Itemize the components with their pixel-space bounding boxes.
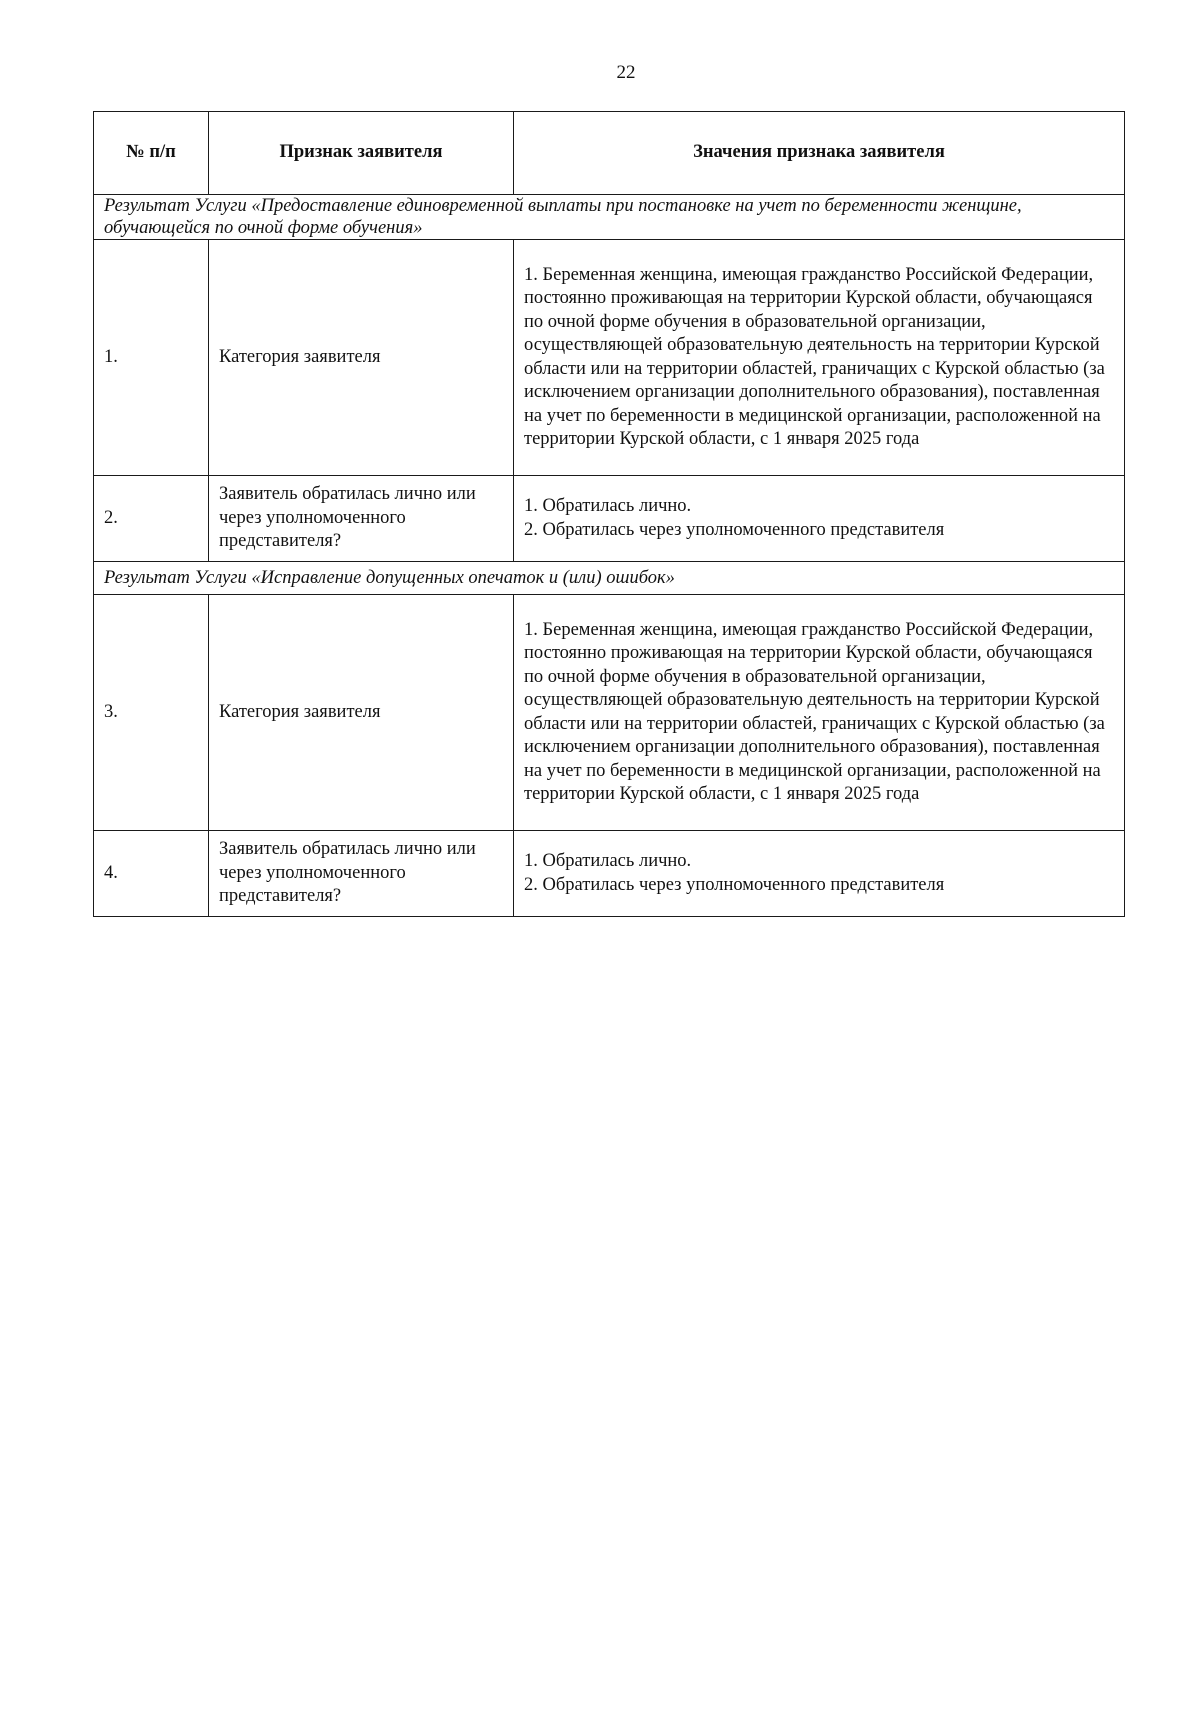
header-attribute: Признак заявителя	[209, 112, 514, 195]
row-number: 3.	[94, 595, 209, 831]
value-option: 1. Обратилась лично.	[524, 496, 692, 516]
values-cell: 1. Беременная женщина, имеющая гражданство Российской Федерации, постоянно проживающая на территории Курской области, обучающаяся по очной форме обучения в образовательной организации, осуществляющей образовательную деятельность на территории Курской области или на территории областей, граничащих с Курской областью (за исключением организации дополнительного образования), поставленная на учет по беременности в медицинской организации, расположенной на территории Курской области, с 1 января 2025 года	[514, 240, 1125, 476]
header-num: № п/п	[94, 112, 209, 195]
table-header-row	[94, 112, 1125, 195]
attribute-cell: Категория заявителя	[209, 595, 514, 831]
table-row	[94, 831, 1125, 917]
attribute-cell: Категория заявителя	[209, 240, 514, 476]
attribute-cell: Заявитель обратилась лично или через уполномоченного представителя?	[209, 476, 514, 562]
applicant-attributes-table	[93, 111, 1125, 917]
table-row	[94, 595, 1125, 831]
row-number: 1.	[94, 240, 209, 476]
value-option: 1. Обратилась лично.	[524, 851, 692, 871]
attribute-cell: Заявитель обратилась лично или через уполномоченного представителя?	[209, 831, 514, 917]
table-row	[94, 240, 1125, 476]
section-title: Результат Услуги «Исправление допущенных опечаток и (или) ошибок»	[94, 562, 1125, 595]
page-number: 22	[616, 62, 636, 83]
values-cell	[514, 476, 1125, 562]
row-number: 2.	[94, 476, 209, 562]
table-row	[94, 476, 1125, 562]
header-values: Значения признака заявителя	[514, 112, 1125, 195]
value-option: 2. Обратилась через уполномоченного представителя	[524, 874, 945, 895]
values-cell: 1. Беременная женщина, имеющая гражданство Российской Федерации, постоянно проживающая на территории Курской области, обучающаяся по очной форме обучения в образовательной организации, осуществляющей образовательную деятельность на территории Курской области или на территории областей, граничащих с Курской областью (за исключением организации дополнительного образования), поставленная на учет по беременности в медицинской организации, расположенной на территории Курской области, с 1 января 2025 года	[514, 595, 1125, 831]
value-option: 2. Обратилась через уполномоченного представителя	[524, 519, 945, 540]
row-number: 4.	[94, 831, 209, 917]
section-row	[94, 195, 1125, 240]
section-row	[94, 562, 1125, 595]
section-title: Результат Услуги «Предоставление единовременной выплаты при постановке на учет по беременности женщине, обучающейся по очной форме обучения»	[94, 195, 1125, 240]
values-cell	[514, 831, 1125, 917]
